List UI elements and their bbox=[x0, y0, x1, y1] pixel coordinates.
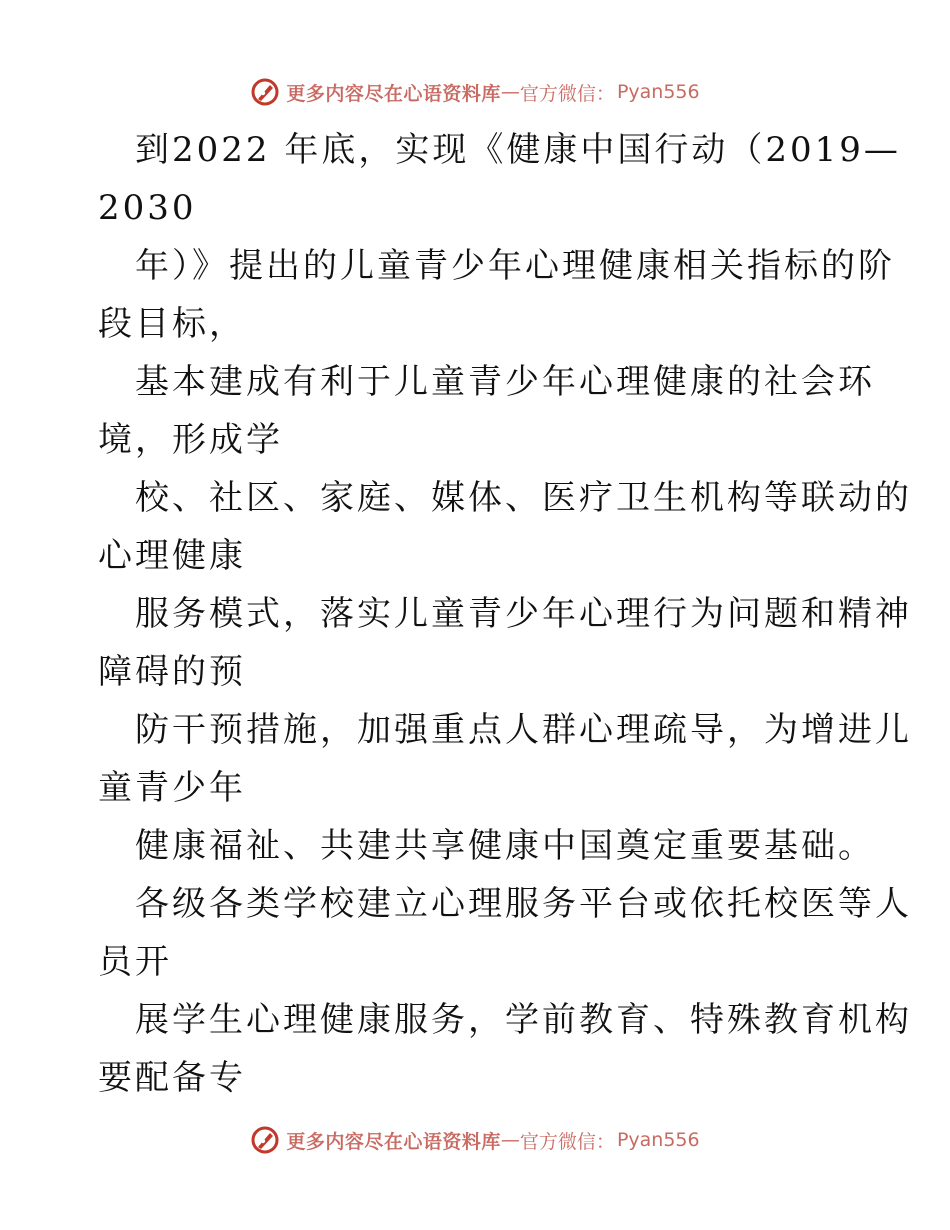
text-line: 童青少年 bbox=[98, 768, 246, 808]
text-line: 员开 bbox=[98, 942, 172, 982]
text-line: 段目标， bbox=[98, 304, 246, 344]
text-line: 校、社区、家庭、媒体、医疗卫生机构等联动的 bbox=[135, 478, 912, 518]
text-line: 2030 bbox=[98, 188, 197, 228]
watermark-separator: — bbox=[500, 1129, 520, 1151]
watermark-wechat-label: 官方微信： bbox=[519, 82, 615, 105]
text-line: 心理健康 bbox=[98, 536, 246, 576]
text-line: 健康福祉、共建共享健康中国奠定重要基础。 bbox=[135, 826, 875, 866]
text-line: 要配备专 bbox=[98, 1058, 246, 1098]
footer-watermark bbox=[0, 1120, 950, 1160]
text-line: 基本建成有利于儿童青少年心理健康的社会环 bbox=[135, 362, 875, 402]
watermark-separator: — bbox=[500, 81, 520, 103]
logo-icon bbox=[250, 1125, 280, 1155]
watermark-site-text: 更多内容尽在心语资料库 bbox=[286, 82, 501, 105]
header-watermark bbox=[0, 72, 950, 112]
text-line: 服务模式，落实儿童青少年心理行为问题和精神 bbox=[135, 594, 912, 634]
watermark-wechat-id: Pyan556 bbox=[616, 1129, 700, 1151]
watermark-site-text: 更多内容尽在心语资料库 bbox=[286, 1130, 501, 1153]
text-line: 障碍的预 bbox=[98, 652, 246, 692]
watermark-wechat-label: 官方微信： bbox=[519, 1130, 615, 1153]
text-line: 展学生心理健康服务，学前教育、特殊教育机构 bbox=[135, 1000, 912, 1040]
text-line: 防干预措施，加强重点人群心理疏导，为增进儿 bbox=[135, 710, 912, 750]
text-line: 各级各类学校建立心理服务平台或依托校医等人 bbox=[135, 884, 912, 924]
logo-icon bbox=[250, 77, 280, 107]
watermark-wechat-id: Pyan556 bbox=[616, 81, 700, 103]
text-line: 境，形成学 bbox=[98, 420, 283, 460]
text-line: 年）》提出的儿童青少年心理健康相关指标的阶 bbox=[135, 246, 895, 286]
text-line: 到2022 年底，实现《健康中国行动（2019— bbox=[135, 130, 901, 170]
